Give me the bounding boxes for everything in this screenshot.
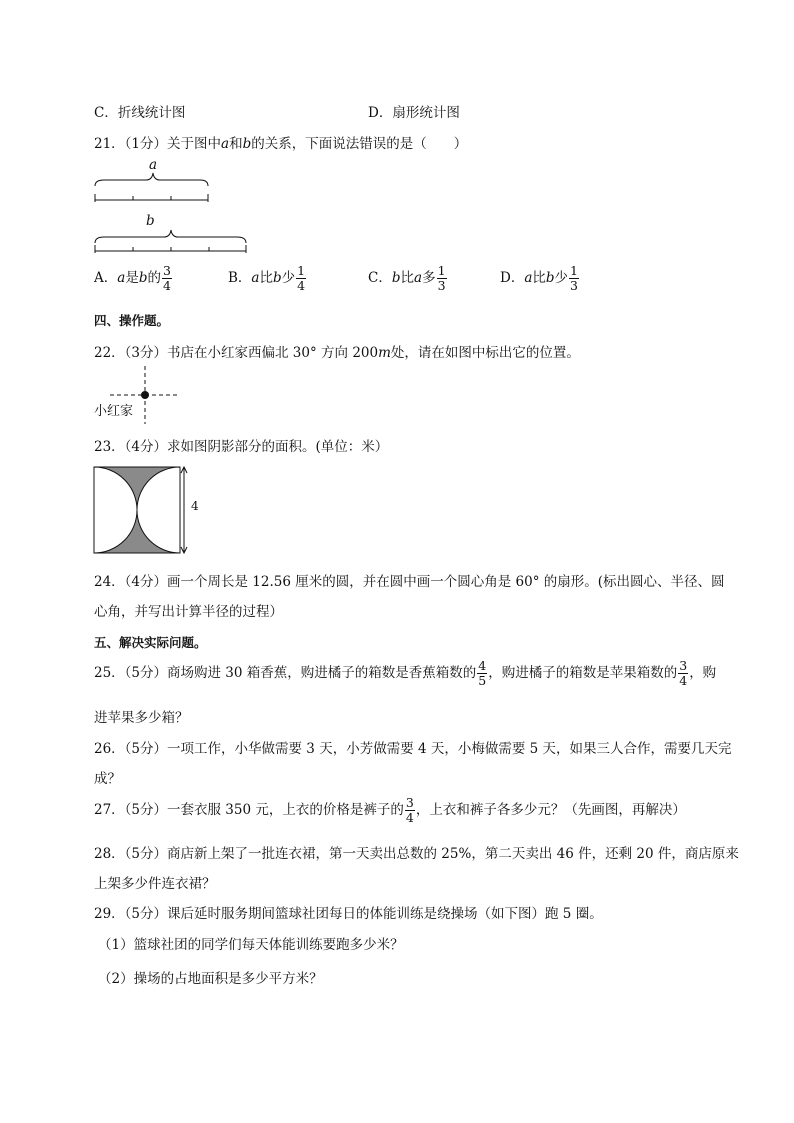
q29-sub2: （2）操场的占地面积是多少平方米？ xyxy=(98,971,323,987)
diagram-label-b: b xyxy=(146,213,155,229)
q21-stem: 21．（1分）关于图中a和b的关系，下面说法错误的是（ ） xyxy=(94,136,468,152)
home-label: 小红家 xyxy=(94,404,134,419)
q20-option-c: C．折线统计图 xyxy=(94,105,186,121)
q20-option-d: D．扇形统计图 xyxy=(368,105,460,121)
q22-stem: 22．（3分）书店在小红家西偏北 30° 方向 200m处，请在如图中标出它的位置。 xyxy=(94,345,580,361)
q26-line2: 成？ xyxy=(94,771,121,787)
section-heading-5: 五、解决实际问题。 xyxy=(94,635,207,650)
q21-option-d: D．a比b少 $\frac{1}{3}$ xyxy=(500,263,578,293)
segment-a-diagram xyxy=(94,172,214,206)
q21-option-c: C．b比a多 $\frac{1}{3}$ xyxy=(368,263,446,293)
diagram-label-a: a xyxy=(149,157,158,173)
q24-line2: 心角，并写出计算半径的过程） xyxy=(94,604,283,620)
q23-stem: 23．（4分）求如图阴影部分的面积。(单位：米） xyxy=(94,439,389,455)
q28-line2: 上架多少件连衣裙？ xyxy=(94,876,216,892)
dimension-label: 4 xyxy=(191,499,199,513)
q25-line2: 进苹果多少箱？ xyxy=(94,710,189,726)
q26-line1: 26．（5分）一项工作，小华做需要 3 天，小芳做需要 4 天，小梅做需要 5 天，如果三人合作，需要几天完 xyxy=(94,741,732,757)
q21-option-a: A．a是b的 $\frac{3}{4}$ xyxy=(94,263,171,293)
shaded-area-figure xyxy=(93,466,203,554)
q28-line1: 28．（5分）商店新上架了一批连衣裙，第一天卖出总数的 25%，第二天卖出 46 件，还剩 20 件，商店原来 xyxy=(94,846,739,862)
q25-line1: 25．（5分）商场购进 30 箱香蕉，购进橘子的箱数是香蕉箱数的 $\frac{4}{5}$ ，购进橘子的箱数是苹果箱数的 $\frac{3}{4}$ ，购 xyxy=(94,658,717,688)
section-heading-4: 四、操作题。 xyxy=(94,313,170,328)
q29-sub1: （1）篮球社团的同学们每天体能训练要跑多少米？ xyxy=(98,937,404,953)
q21-option-b: B．a比b少 $\frac{1}{4}$ xyxy=(228,263,306,293)
q24-line1: 24．（4分）画一个周长是 12.56 厘米的圆，并在圆中画一个圆心角是 60° 的扇形。(标出圆心、半径、圆 xyxy=(94,574,725,590)
segment-b-diagram xyxy=(94,229,249,257)
q29-stem: 29．（5分）课后延时服务期间篮球社团每日的体能训练是绕操场（如下图）跑 5 圈。 xyxy=(94,906,603,922)
q27-line: 27．（5分）一套衣服 350 元，上衣的价格是裤子的 $\frac{3}{4}$ ，上衣和裤子各多少元？（先画图，再解决） xyxy=(94,795,686,825)
